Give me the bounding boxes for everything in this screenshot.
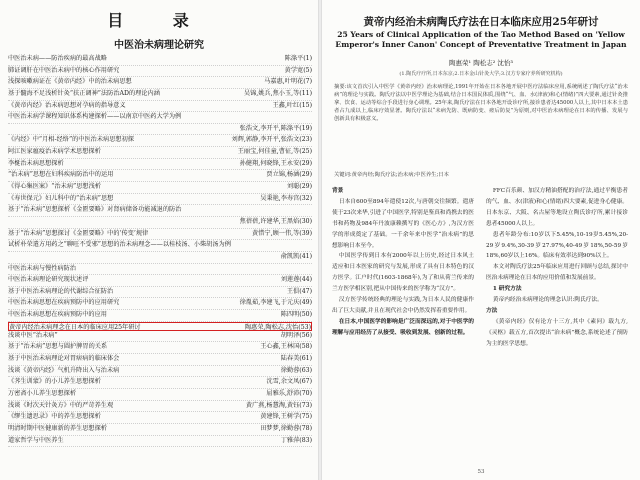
article-authors: 陶惠荣¹ 陶松志² 沈怡³ (449, 59, 513, 67)
toc-entry-author-page: 徐胤茹,李建飞,于元庆(49) (238, 298, 312, 309)
article-page (322, 0, 640, 480)
section-heading: 背景 (332, 188, 344, 194)
body-paragraph: 在日本,中国医学的影响是广泛而深远的,对于中医学的理解与应用经历了从接受、吸收到发展、创新的过程。 (332, 318, 474, 336)
toc-entry-title: 中医治未病思想在疾病预防中的应用 (8, 310, 109, 321)
toc-entry-title: 中医治未病理论研究现状述评 (8, 275, 90, 286)
toc-entry-title: 《缪生遗思录》中的养生思想探析 (8, 412, 103, 423)
toc-entry-author-page: 王俱(47) (285, 287, 312, 298)
toc-entry-list (8, 54, 312, 447)
toc-entry-title: 《寿世保元》妇儿科中的“治未病”思想 (8, 194, 115, 205)
toc-entry-title: 浅谈中医“治未病” (8, 331, 60, 342)
toc-entry-title: 万密斋小儿养生思想探析 (8, 389, 78, 400)
toc-entry-author-page: 马嘉惠,叶明花(7) (262, 77, 312, 88)
body-paragraph: 黄帝内经治未病理论的理念认识:陶氏疗法。 (492, 297, 603, 304)
toc-entry-title: 中医治未病学课程知识体系构建探析——以南京中医药大学为例 (8, 112, 183, 123)
toc-entry (8, 124, 312, 136)
toc-entry-author-page: 吴秉艳,李寿宫(32) (258, 194, 312, 205)
toc-entry-title: 基于中医治未病理论的代谢综合征防治 (8, 287, 115, 298)
toc-entry-author-page: 陈四明(50) (279, 310, 312, 321)
toc-entry-title: 基于髓海不足浅析针灸“扶正调神”法防治AD的理论内涵 (8, 89, 162, 100)
toc-entry (8, 331, 312, 343)
toc-entry (8, 194, 312, 206)
toc-entry (8, 377, 312, 389)
article-abstract: 摘要:该文首次引入中医学《黄帝内经》治未病理论,1991年开始在日本各地开展中医疗法临床应用,系统阐述了陶氏疗法“治未病”的理论与实践。陶氏疗法以中医学理论为基础,结合日本国民体质,围绕“气、血、水(津液)和心(情绪)”四大要素,通过针灸推拿、饮食、运动等综合手段进行身心调理。25年来,陶氏疗法在日本各地开设诊疗所,接诊患者达45000人以上,其中日本本土患者占九成以上,临床疗效显著。陶氏疗法以“未病先防、既病防变、瘥后防复”为原则,对中医治未病理论在日本的传播、发展与创新具有积极意义。 (334, 84, 628, 123)
toc-entry-author-page: 张浩文,李开平,陈涤平(19) (238, 124, 312, 135)
toc-entry (8, 310, 312, 322)
toc-entry (8, 182, 312, 194)
toc-entry-author-page: 陈涤平(1) (283, 54, 312, 65)
toc-entry (8, 77, 312, 89)
toc-entry-highlighted (8, 322, 312, 331)
toc-entry (8, 54, 312, 66)
toc-entry-author-page: 黄建锋,王树学(75) (258, 412, 312, 423)
toc-entry-author-page: 陶惠荣,陶松志,沈怡(53) (244, 323, 311, 331)
body-paragraph: FFC百乐颜、加汉方精油搭配的治疗法,通过平衡患者的气、血、水(津液)和心(情绪)四大要素,促进身心健康。日本东京、大阪、名古屋等地设立陶氏诊疗所,累计接诊患者45000人以上。 (486, 188, 628, 227)
toc-entry-author-page: 王鑫,叶红(15) (271, 101, 312, 112)
toc-entry-title: “治未病”思想在妇科疾病防治中的运用 (8, 170, 115, 181)
section-heading: 方法 (486, 307, 498, 314)
toc-entry-title: 中医治未病与慢性病防治 (8, 264, 78, 275)
toc-entry-author-page: 刘辉,郭静,李开平,张浩文(23) (230, 135, 312, 146)
toc-entry-author-page: 王丽宝,何佳童,曹征,等(25) (236, 147, 312, 158)
toc-entry (8, 229, 312, 241)
toc-entry-author-page: 胡明泽(56) (279, 331, 312, 342)
toc-entry-title: 浅探咳嗽病证在《黄帝内经》中的治未病思想 (8, 77, 134, 88)
toc-entry (8, 366, 312, 378)
toc-entry (8, 89, 312, 101)
toc-entry-title: 试析朴荣遣方用药之“聊旺不受邪”思想的治未病理念——以桂枝汤、小柴胡汤为例 (8, 240, 233, 251)
toc-entry (8, 101, 312, 113)
toc-entry (8, 217, 312, 229)
toc-entry (8, 135, 312, 147)
toc-entry-title: 浅谈《时次天针灸方》中的严苛养生观 (8, 401, 115, 412)
toc-entry (8, 264, 312, 276)
toc-entry (8, 342, 312, 354)
toc-entry (8, 298, 312, 310)
toc-entry-title: 浅谈《黄帝内经》气机升降出入与治未病 (8, 366, 121, 377)
toc-entry (8, 412, 312, 424)
article-affiliation: (1.陶氏疗疗所,日本东京;2.日本金山针灸大学;3.汉方专家疗养所研究机构) (399, 71, 563, 77)
toc-entry-author-page: 刘莲莲(44) (279, 275, 312, 286)
toc-entry-title: 《黄帝内经》治未病思想对孕病的指导意义 (8, 101, 128, 112)
article-english-title: 25 Years of Clinical Application of the Tao Method Based on 'Yellow Emperor's Inner Canon' Concept of Preventative Treatment in Japan (335, 30, 627, 49)
toc-entry (8, 275, 312, 287)
section-heading: 1 研究方法 (492, 286, 522, 293)
toc-entry-author-page: 黄广燕,杨慧淘,黄钰(73) (244, 401, 312, 412)
toc-entry (8, 424, 312, 436)
article-column-right (486, 186, 628, 350)
toc-entry-author-page: 黄学宽(5) (283, 66, 312, 77)
toc-title: 目 录 (107, 11, 211, 30)
toc-entry (8, 389, 312, 401)
body-paragraph: 汉方医学传统经典的理论与实践,为日本人民的健康作出了巨大贡献,并且在现代社会中仍然发挥着重要作用。 (332, 297, 474, 314)
toc-entry-title: 基于“治未病”思想探析《金匮要略》对肾病储备功能减退的防治 (8, 205, 183, 216)
toc-entry-title: 基于“治未病”思想与圆护脾胃的关系 (8, 342, 109, 353)
toc-entry-author-page: 田梦梦,徐勤蓉(78) (258, 424, 312, 435)
toc-entry-title: 黄帝内经治未病理念在日本的临床应用25年研讨 (9, 323, 141, 331)
toc-entry-title: 基于“治未病”思想探讨《金匮要略》中的‘传变’规律 (8, 229, 150, 240)
toc-entry-author-page: 焦蓓蓓,许建华,王黑焰(30) (238, 217, 312, 228)
toc-entry-author-page: 吴锦,姚兵,焦小玉,等(11) (242, 89, 312, 100)
body-paragraph: 《黄帝内经》仅有论方十三方,其中《素问》载九方,《灵枢》载五方,首次提出“治未病”概念,系统论述了预防为主的医学思想。 (486, 318, 628, 347)
toc-entry-title: 《得心集医案》“治未病”思想浅析 (8, 182, 103, 193)
toc-entry-title: 阿江医家瘟疫治未病学术思想探析 (8, 147, 103, 158)
toc-entry-title: 道家哲学与中医养生 (8, 436, 66, 447)
toc-entry-title: 《内经》中“月相-经络”的中医治未病思想初探 (8, 135, 136, 146)
toc-entry-title: 《荠生训蒙》的小儿养生思想探析 (8, 377, 103, 388)
toc-entry-author-page: 徐勤蓉(63) (279, 366, 312, 377)
toc-entry (8, 240, 312, 252)
toc-entry (8, 436, 312, 448)
article-chinese-title: 黄帝内经治未病陶氏疗法在日本临床应用25年研讨 (363, 16, 599, 28)
toc-entry (8, 112, 312, 124)
toc-entry (8, 66, 312, 78)
toc-entry-author-page: 陆春美(61) (279, 354, 312, 365)
toc-entry-author-page: 俞凯凯(41) (279, 252, 312, 263)
toc-entry-title: 中医治未病思想在疾病预防中的应用研究 (8, 298, 121, 309)
toc-entry-author-page: 丁雅萍(83) (279, 436, 312, 447)
toc-entry (8, 205, 312, 217)
toc-entry-author-page: 沈雪,余文凤(67) (264, 377, 312, 388)
body-paragraph: 本文对陶氏疗法25年临床应用进行回顾与总结,探讨中医治未病理论在日本的应用价值和发展前景。 (486, 264, 628, 282)
toc-entry (8, 170, 312, 182)
toc-entry-author-page: 孙健翔,何晓锋,王永安(29) (238, 159, 312, 170)
toc-entry-author-page: 王心鑫,王林国(58) (258, 342, 312, 353)
toc-entry (8, 159, 312, 171)
toc-entry-title: 李梴治未病思想探析 (8, 159, 66, 170)
body-paragraph: 日本自600至894年遣使12次,与唐朝交往频繁。遣唐使于23次来华,引进了中国医学,特别是鉴真和尚携去的医书和药物及984年丹波康赖撰写的《医心方》,为汉方医学的形成奠定了基础。一千余年来中医学“治未病”的思想影响日本至今。 (332, 198, 474, 249)
article-column-left (332, 186, 474, 339)
toc-entry (8, 147, 312, 159)
toc-entry (8, 354, 312, 366)
toc-entry-author-page: 黄惜宁,顾一伟,等(39) (250, 229, 312, 240)
toc-entry-title: 明清时期中医健康新的养生思想探析 (8, 424, 109, 435)
toc-entry (8, 287, 312, 299)
toc-page (0, 0, 318, 480)
toc-entry-title: 肺证调肝在中医治未病中的核心作用研究 (8, 66, 121, 77)
body-paragraph: 患者年龄分布:10岁以下5.45%,10-19岁5.45%,20-29岁9.4%,30-39岁27.97%,40-49岁18%,50-59岁18%,60岁以上16%。临床有效率达到90%以上。 (486, 231, 628, 260)
toc-section-heading: 中医治未病理论研究 (114, 40, 204, 51)
toc-entry-author-page: 屈雅乐,舒沛(70) (264, 389, 312, 400)
body-paragraph: 中国医学传到日本有2000年以上历史,经过日本风土适应和日本医家的研究与发展,形成了具有日本特色的汉方医学。江户时代(1603-1868年),为了和从荷兰传来的兰方医学相区别,把从中国传来的医学称为“汉方”。 (332, 253, 474, 293)
toc-entry-author-page: 贾立锦,杨涵(29) (264, 170, 312, 181)
article-keywords: 关键词:黄帝内经;陶氏疗法;治未病;中医养生;日本 (334, 172, 449, 178)
toc-entry-title: 中医治未病——防治疾病的最高战略 (8, 54, 109, 65)
toc-entry-author-page: 刘聪(29) (285, 182, 312, 193)
toc-entry-title: 基于中医治未病理论对胃痞病的临床体会 (8, 354, 121, 365)
toc-entry (8, 252, 312, 264)
page-number: 53 (477, 469, 485, 475)
toc-entry (8, 401, 312, 413)
